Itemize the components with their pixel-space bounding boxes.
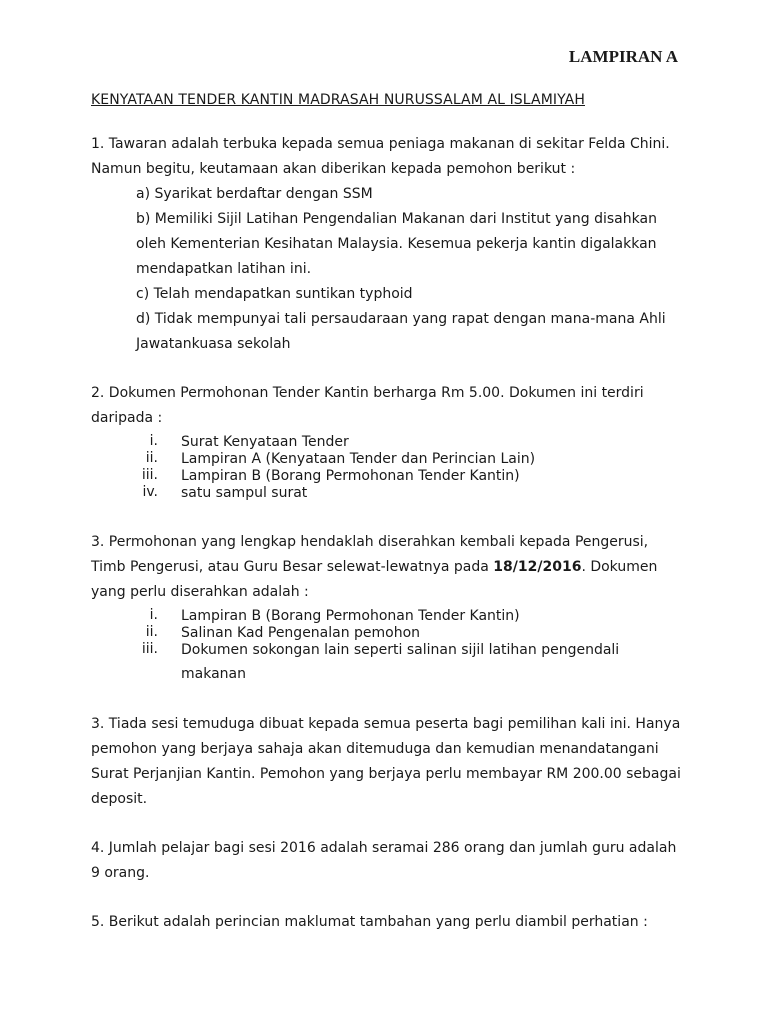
sec2-item-text: Lampiran B (Borang Permohonan Tender Kantin) (181, 468, 520, 484)
sec4-line1: 4. Jumlah pelajar bagi sesi 2016 adalah seramai 286 orang dan jumlah guru adalah (91, 840, 677, 856)
sec4-line2: 9 orang. (91, 865, 150, 881)
sec1-item-b-line1: b) Memiliki Sijil Latihan Pengendalian Makanan dari Institut yang disahkan (136, 211, 657, 227)
deadline-date: 18/12/2016 (493, 559, 582, 575)
sec3-item-num: i. (149, 607, 158, 623)
sec1-item-b-line3: mendapatkan latihan ini. (136, 261, 312, 277)
sec3-item-num: iii. (141, 641, 158, 657)
sec2-item-num: iv. (142, 484, 158, 500)
sec3-item-num: ii. (145, 624, 158, 640)
lampiran-heading: LAMPIRAN A (568, 47, 678, 66)
sec5-line1: 5. Berikut adalah perincian maklumat tambahan yang perlu diambil perhatian : (91, 914, 648, 930)
sec3-line2-pre: Timb Pengerusi, atau Guru Besar selewat-lewatnya pada (91, 559, 494, 575)
sec2-item-text: Surat Kenyataan Tender (181, 434, 349, 450)
sec3-line1: 3. Permohonan yang lengkap hendaklah diserahkan kembali kepada Pengerusi, (91, 534, 649, 550)
sec3b-line4: deposit. (91, 791, 148, 807)
sec2-line1: 2. Dokumen Permohonan Tender Kantin berharga Rm 5.00. Dokumen ini terdiri (91, 385, 644, 401)
sec3-item-text: Lampiran B (Borang Permohonan Tender Kantin) (181, 608, 520, 624)
sec3-item-text: Dokumen sokongan lain seperti salinan sijil latihan pengendali (181, 642, 620, 658)
sec1-item-d-line2: Jawatankuasa sekolah (136, 336, 291, 352)
sec3-line3: yang perlu diserahkan adalah : (91, 584, 309, 600)
sec2-item-num: ii. (145, 450, 158, 466)
sec2-item-text: satu sampul surat (181, 485, 308, 501)
document-title: KENYATAAN TENDER KANTIN MADRASAH NURUSSALAM AL ISLAMIYAH (91, 92, 585, 108)
sec3b-line2: pemohon yang berjaya sahaja akan ditemuduga dan kemudian menandatangani (91, 741, 659, 757)
sec3-item-text: Salinan Kad Pengenalan pemohon (181, 625, 421, 641)
sec3-line2-post: . Dokumen (581, 559, 658, 575)
sec2-item-num: i. (149, 433, 158, 449)
sec3-item3-continuation: makanan (181, 666, 246, 682)
sec2-item-num: iii. (141, 467, 158, 483)
sec1-item-d-line1: d) Tidak mempunyai tali persaudaraan yang rapat dengan mana-mana Ahli (136, 311, 666, 327)
sec2-line2: daripada : (91, 410, 163, 426)
sec1-line2: Namun begitu, keutamaan akan diberikan kepada pemohon berikut : (91, 161, 576, 177)
sec1-item-c: c) Telah mendapatkan suntikan typhoid (136, 286, 413, 302)
sec3-line2 (91, 558, 657, 576)
sec1-item-b-line2: oleh Kementerian Kesihatan Malaysia. Kesemua pekerja kantin digalakkan (136, 236, 657, 252)
sec3b-line1: 3. Tiada sesi temuduga dibuat kepada semua peserta bagi pemilihan kali ini. Hanya (91, 716, 681, 732)
sec1-line1: 1. Tawaran adalah terbuka kepada semua peniaga makanan di sekitar Felda Chini. (91, 136, 670, 152)
sec2-item-text: Lampiran A (Kenyataan Tender dan Perincian Lain) (181, 451, 536, 467)
sec3b-line3: Surat Perjanjian Kantin. Pemohon yang berjaya perlu membayar RM 200.00 sebagai (91, 766, 681, 782)
sec1-item-a: a) Syarikat berdaftar dengan SSM (136, 186, 373, 202)
